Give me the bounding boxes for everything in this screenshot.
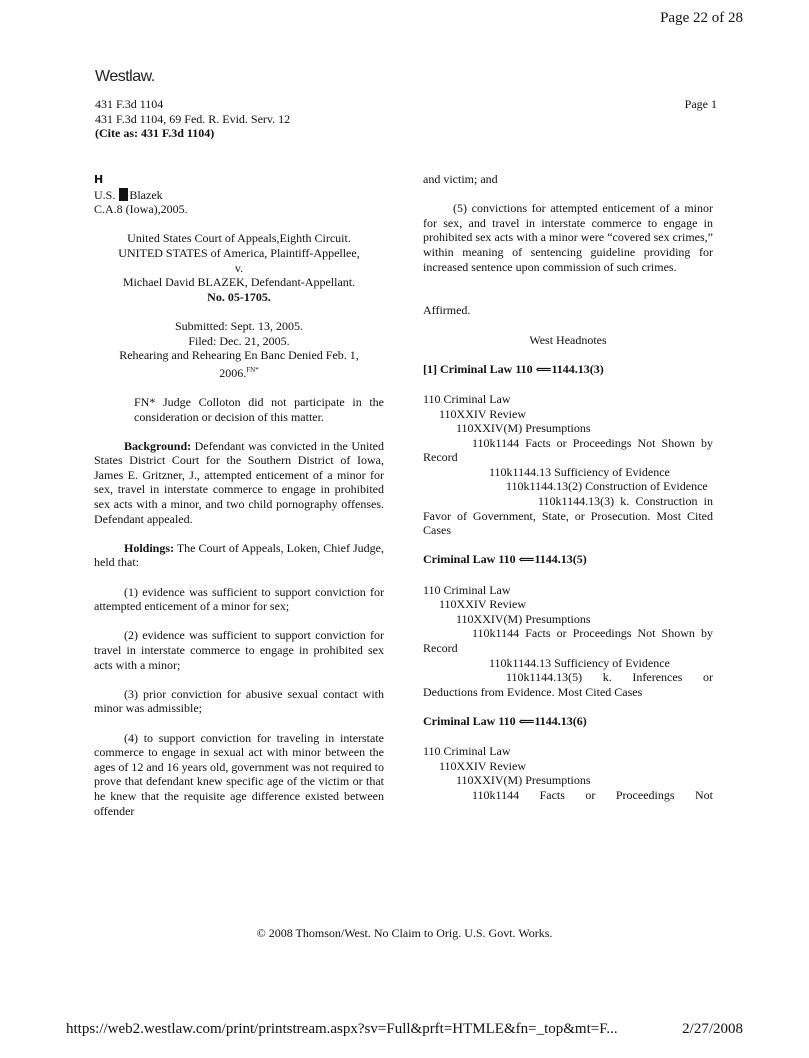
court-short: C.A.8 (Iowa),2005. bbox=[94, 202, 188, 217]
page-of-indicator: Page 22 of 28 bbox=[660, 10, 743, 26]
classification-line[interactable]: 110k1144.13(2) Construction of Evidence bbox=[506, 479, 708, 494]
court-full: United States Court of Appeals,Eighth Circuit. bbox=[127, 231, 351, 246]
cite-as: (Cite as: 431 F.3d 1104) bbox=[95, 126, 215, 140]
key-number-icon: ⟸ bbox=[518, 715, 535, 728]
classification-line[interactable]: 110XXIV Review bbox=[439, 758, 526, 773]
submitted-date: Submitted: Sept. 13, 2005. bbox=[174, 318, 303, 333]
classification-line[interactable]: 110 Criminal Law bbox=[423, 582, 511, 597]
classification-line[interactable]: 110XXIV(M) Presumptions bbox=[456, 611, 591, 626]
holding-2: (2) evidence was sufficient to support conviction for travel in interstate commerce to engage in prohibited sex acts with a minor; bbox=[94, 628, 384, 672]
key-number-icon: ⟸ bbox=[535, 363, 552, 376]
case-short-a: U.S. bbox=[94, 187, 116, 202]
classification-line[interactable]: 110XXIV Review bbox=[439, 406, 526, 421]
rehearing-date: 2006. bbox=[219, 365, 247, 380]
classification-line[interactable]: 110XXIV(M) Presumptions bbox=[456, 421, 591, 436]
versus: v. bbox=[234, 260, 244, 275]
holding-1: (1) evidence was sufficient to support conviction for attempted enticement of a minor for sex; bbox=[94, 584, 384, 614]
docket-number: No. 05-1705. bbox=[207, 289, 271, 304]
rehearing-line: Rehearing and Rehearing En Banc Denied Feb. 1, bbox=[119, 348, 359, 363]
classification-line[interactable]: 110k1144.13(3) k. Construction in Favor of Government, State, or Prosecution. Most Cited Cases bbox=[423, 494, 713, 538]
filed-date: Filed: Dec. 21, 2005. bbox=[188, 333, 290, 348]
holding-5: (5) convictions for attempted enticement of a minor for sex, and travel in interstate commerce to engage in prohibited sex acts with a minor were “covered sex crimes,” within meaning of sentencing guideline providing for increased sentence upon commission of such crimes. bbox=[423, 201, 713, 274]
headnote-3-title[interactable]: Criminal Law 110 ⟸1144.13(6) bbox=[423, 713, 587, 728]
background-text: Defendant was convicted in the United States District Court for the Southern District of Iowa, James E. Gritzner, J., attempted enticement of a minor for sex, travel in interstate commerce to engage in prohibited sex acts with a minor, and two child pornography offenses. Defendant appealed. bbox=[94, 438, 384, 526]
copyright-footer: © 2008 Thomson/West. No Claim to Orig. U.S. Govt. Works. bbox=[256, 926, 553, 940]
holdings-text: The Court of Appeals, Loken, Chief Judge, held that: bbox=[94, 540, 384, 570]
citation-block bbox=[95, 97, 290, 141]
westlaw-logo: Westlaw. bbox=[95, 68, 155, 85]
left-column bbox=[94, 172, 384, 818]
print-date: 2/27/2008 bbox=[682, 1021, 743, 1037]
background-label: Background: bbox=[124, 438, 192, 453]
right-column bbox=[423, 172, 713, 803]
flag-icon[interactable]: H bbox=[94, 173, 104, 186]
headnote-1-title[interactable]: [1] Criminal Law 110 ⟸1144.13(3) bbox=[423, 361, 604, 376]
key-number-icon: ⟸ bbox=[518, 554, 535, 567]
classification-line[interactable]: 110XXIV Review bbox=[439, 597, 526, 612]
classification-line[interactable]: 110k1144 Facts or Proceedings Not Shown by Record bbox=[423, 435, 713, 465]
citation-line-1: 431 F.3d 1104 bbox=[95, 97, 164, 111]
footnote: FN* Judge Colloton did not participate in the consideration or decision of this matter. bbox=[134, 394, 384, 424]
classification-line[interactable]: 110k1144 Facts or Proceedings Not Shown by Record bbox=[423, 626, 713, 655]
holdings-label: Holdings: bbox=[124, 540, 175, 555]
headnote-2-title[interactable]: Criminal Law 110 ⟸1144.13(5) bbox=[423, 552, 587, 567]
affirmed: Affirmed. bbox=[423, 303, 471, 318]
classification-line[interactable]: 110XXIV(M) Presumptions bbox=[456, 773, 591, 788]
headnotes-title: West Headnotes bbox=[529, 332, 607, 347]
print-url: https://web2.westlaw.com/print/printstream.aspx?sv=Full&prft=HTMLE&fn=_top&mt=F... bbox=[66, 1021, 618, 1037]
redaction-mark bbox=[119, 188, 128, 201]
footnote-ref-link[interactable]: FN* bbox=[246, 365, 259, 374]
party-plaintiff: UNITED STATES of America, Plaintiff-Appellee, bbox=[118, 245, 360, 260]
classification-line[interactable]: 110k1144.13 Sufficiency of Evidence bbox=[489, 655, 670, 670]
classification-line[interactable]: 110 Criminal Law bbox=[423, 391, 511, 406]
holding-continuation: and victim; and bbox=[423, 172, 498, 186]
classification-line[interactable]: 110k1144.13(5) k. Inferences or Deductions from Evidence. Most Cited Cases bbox=[423, 670, 713, 699]
holding-3: (3) prior conviction for abusive sexual contact with minor was admissible; bbox=[94, 686, 384, 716]
classification-line[interactable]: 110k1144 Facts or Proceedings Not bbox=[472, 787, 713, 802]
citation-line-2: 431 F.3d 1104, 69 Fed. R. Evid. Serv. 12 bbox=[95, 111, 291, 126]
holding-4: (4) to support conviction for traveling in interstate commerce to engage in sexual act with minor between the ages of 12 and 16 years old, government was not required to prove that defendant knew specific age of the victim or that he knew that the requisite age difference existed between offender bbox=[94, 730, 384, 818]
classification-line[interactable]: 110 Criminal Law bbox=[423, 744, 511, 759]
party-defendant: Michael David BLAZEK, Defendant-Appellant. bbox=[122, 275, 356, 290]
classification-line[interactable]: 110k1144.13 Sufficiency of Evidence bbox=[489, 464, 670, 479]
document-page-label: Page 1 bbox=[684, 97, 717, 111]
case-short-b: Blazek bbox=[129, 187, 163, 202]
